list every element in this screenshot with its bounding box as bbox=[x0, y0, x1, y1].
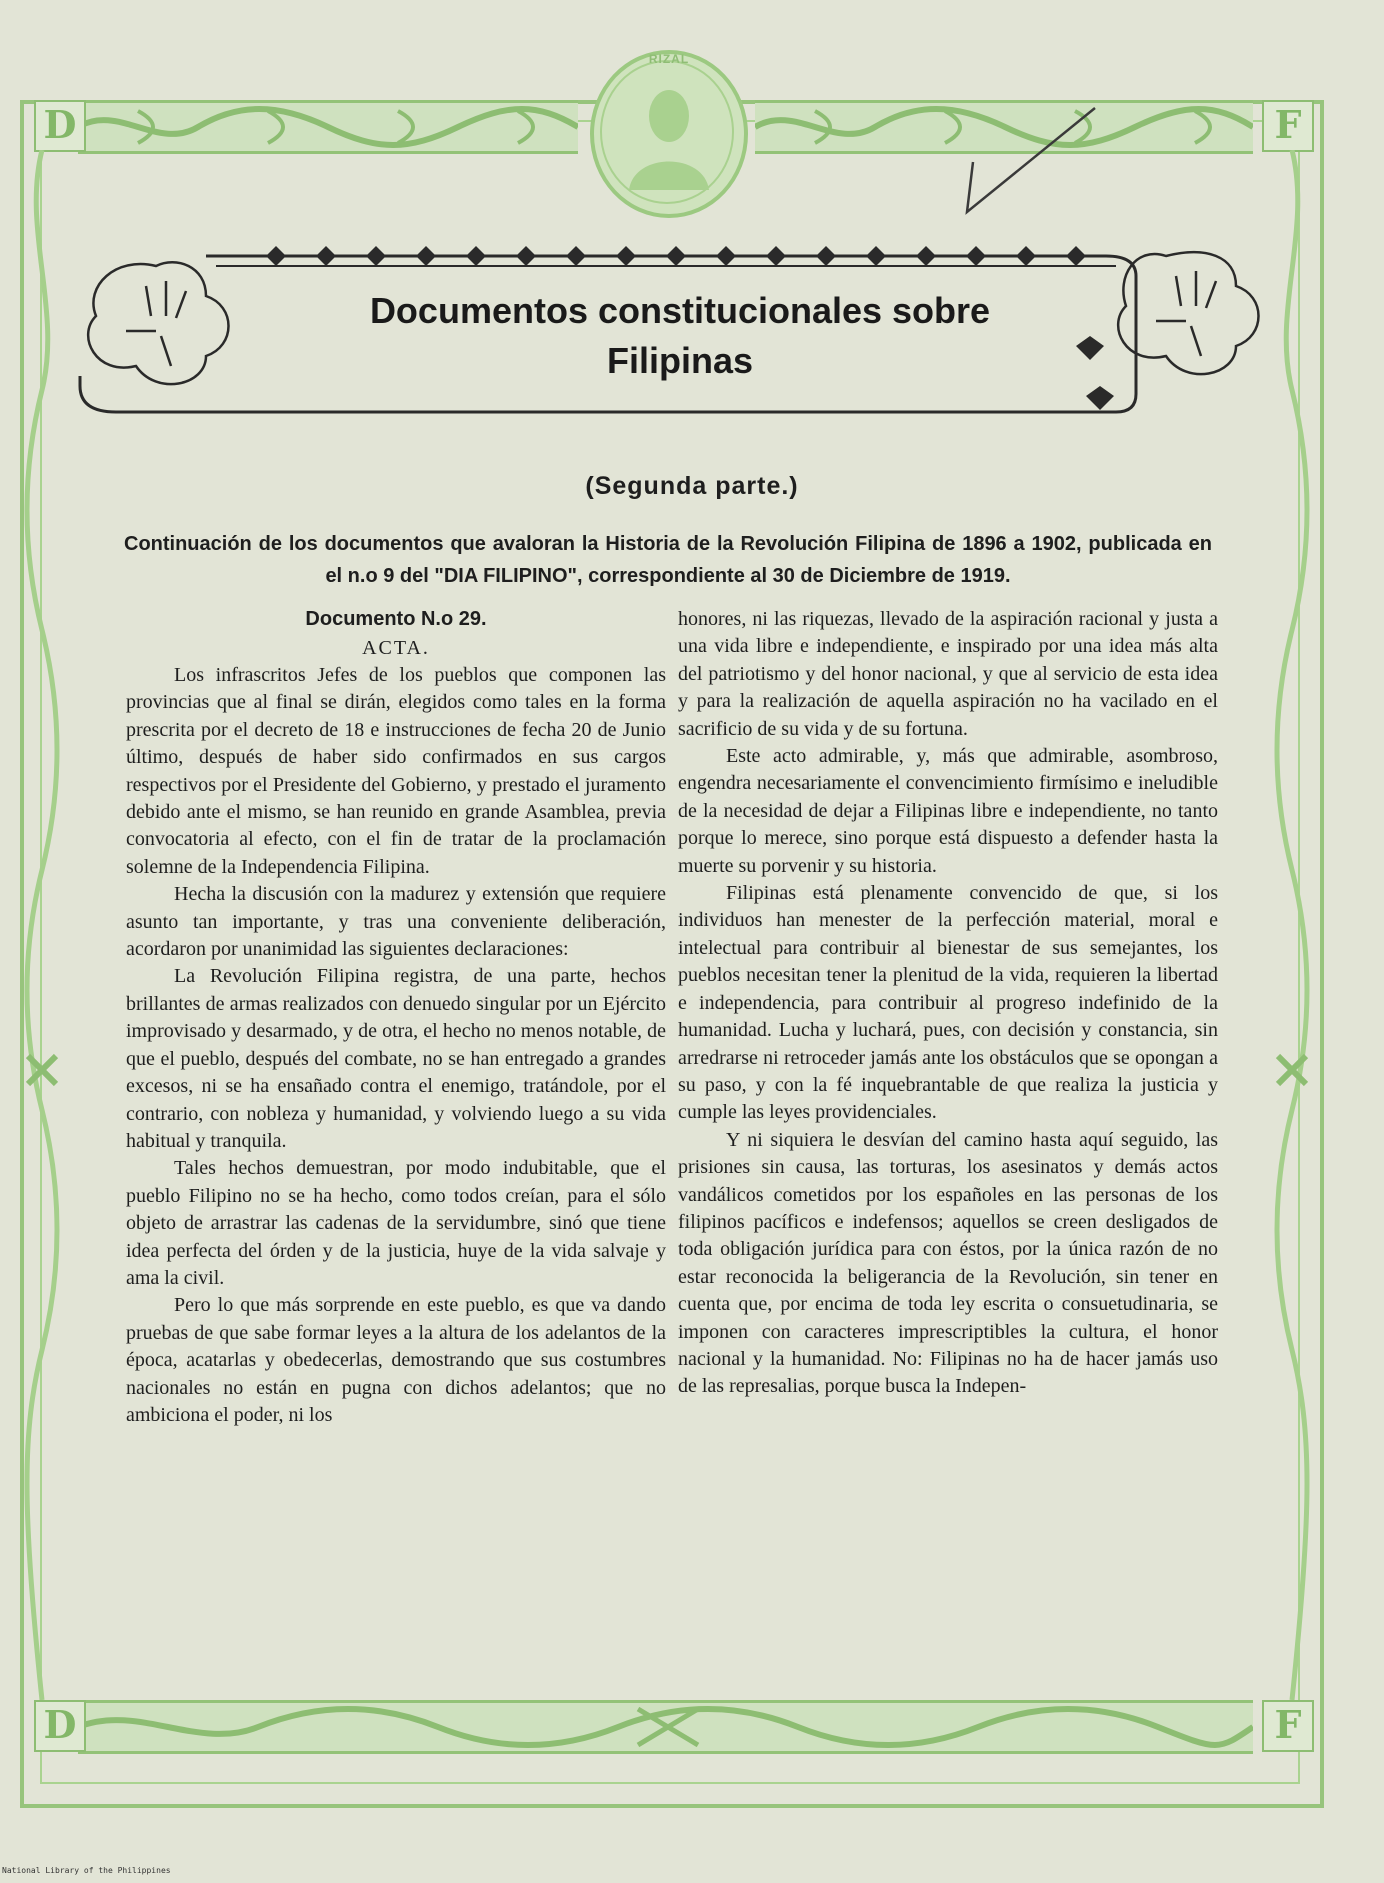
right-vine-ornament bbox=[1270, 150, 1314, 1700]
page-title bbox=[300, 286, 1060, 386]
handwritten-check-mark bbox=[955, 100, 1105, 230]
intro-paragraph: Continuación de los documentos que avaloran la Historia de la Revolución Filipina de 1896 a 1902, publicada en el n.o 9 del "DIA FILIPINO", correspondiente al 30 de Diciembre de 1919. bbox=[124, 533, 1212, 587]
paragraph: Pero lo que más sorprende en este pueblo, es que va dando pruebas de que sabe formar leyes a la altura de los adelantos de la época, acatarlas y obedecerlas, demostrando que sus costumbres nacionales no están en pugna con dichos adelantos; que no ambiciona el poder, ni los bbox=[126, 1294, 666, 1426]
corner-letter-bottom-right: F bbox=[1262, 1700, 1314, 1752]
paragraph: Hecha la discusión con la madurez y extensión que requiere asunto tan importante, y tras una conveniente deliberación, acordaron por unanimidad las siguientes declaraciones: bbox=[126, 883, 666, 961]
paragraph: Los infrascritos Jefes de los pueblos que componen las provincias que al final se dirán, elegidos como tales en la forma prescrita por el decreto de 18 e instrucciones de fecha 20 de Junio último, después de haber sido confirmados en sus cargos respectivos por el Presidente del Gobierno, y prestado el juramento debido ante el mismo, se han reunido en grande Asamblea, previa convocatoria al efecto, con el fin de tratar de la proclamación solemne de la Independencia Filipina. bbox=[126, 664, 666, 878]
paragraph: Y ni siquiera le desvían del camino hasta aquí seguido, las prisiones sin causa, las torturas, los asesinatos y demás actos vandálicos cometidos por los españoles en las personas de los filipinos pacíficos e indefensos; aquellos se creen desligados de toda obligación jurídica para con éstos, por la única razón de no estar reconocida la beligerancia de la Revolución, sin tener en cuenta que, por encima de toda ley escrita o consuetudinaria, se imponen con caracteres imprescriptibles la cultura, el honor nacional y la humanidad. No: Filipinas no ha de hacer jamás uso de las represalias, porque busca la Indepen- bbox=[678, 1128, 1218, 1398]
corner-letter-top-left: D bbox=[34, 100, 86, 152]
title-line-1: Documentos constitucionales sobre bbox=[369, 290, 991, 331]
right-column bbox=[678, 606, 1218, 1401]
paragraph: honores, ni las riquezas, llevado de la aspiración racional y justa a una vida libre e independiente, e inspirado por una idea más alta del patriotismo y del honor nacional, y que al servicio de esta idea y para la realización de aquella aspiración no ha vacilado en el sacrificio de su vida y de su fortuna. bbox=[678, 608, 1218, 740]
bottom-ornament-band bbox=[78, 1700, 1253, 1754]
left-vine-ornament bbox=[20, 150, 64, 1700]
top-ornament-band-left bbox=[78, 100, 578, 154]
paragraph: Este acto admirable, y, más que admirable, asombroso, engendra necesariamente el convencimiento firmísimo e ineludible de la necesidad de dejar a Filipinas libre e independiente, no tanto porque lo merece, sino porque está dispuesto a defender hasta la muerte su porvenir y su historia. bbox=[678, 745, 1218, 877]
medallion-label: RIZAL bbox=[648, 52, 690, 66]
portrait-bust-icon bbox=[624, 80, 714, 190]
portrait-medallion bbox=[590, 50, 748, 218]
title-line-2: Filipinas bbox=[606, 340, 754, 381]
corner-letter-top-right: F bbox=[1262, 100, 1314, 152]
paragraph: Tales hechos demuestran, por modo indubitable, que el pueblo Filipino no se ha hecho, como todos creían, para el sólo objeto de arrastrar las cadenas de la servidumbre, sinó que tiene idea perfecta del órden y de la justicia, huye de la vida salvaje y ama la civil. bbox=[126, 1157, 666, 1289]
paragraph: La Revolución Filipina registra, de una parte, hechos brillantes de armas realizados con denuedo singular por un Ejército improvisado y desarmado, y de otra, el hecho no menos notable, de que el pueblo, después del combate, no se han entregado a grandes excesos, ni se ha ensañado contra el enemigo, tratándole, por el contrario, con nobleza y humanidad, y volviendo luego a su vida habitual y tranquila. bbox=[126, 965, 666, 1152]
left-column bbox=[126, 604, 666, 1429]
document-subheading: ACTA. bbox=[362, 637, 430, 659]
subtitle: (Segunda parte.) bbox=[585, 472, 799, 500]
library-footer: National Library of the Philippines bbox=[2, 1866, 171, 1875]
paragraph: Filipinas está plenamente convencido de que, si los individuos han menester de la perfección material, moral e intelectual para contribuir al bienestar de sus semejantes, los pueblos necesitan tener la plenitud de la vida, requieren la libertad e independencia, para contribuir al progreso indefinido de la humanidad. Lucha y luchará, pues, con decisión y constancia, sin arredrarse ni retroceder jamás ante los obstáculos que se opongan a su paso, y con la fé inquebrantable de que realiza la justicia y cumple las leyes providenciales. bbox=[678, 882, 1218, 1124]
document-heading: Documento N.o 29. bbox=[305, 608, 487, 630]
corner-letter-bottom-left: D bbox=[34, 1700, 86, 1752]
